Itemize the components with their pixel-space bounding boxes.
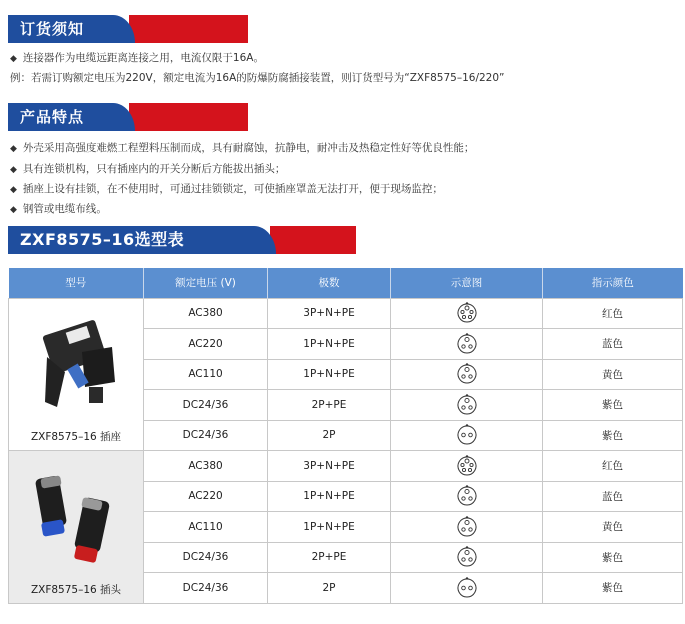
voltage-cell: DC24/36 — [144, 420, 268, 451]
poles-cell: 1P+N+PE — [268, 329, 391, 360]
plug-product-image — [27, 459, 127, 569]
3-pin-socket-icon — [456, 363, 478, 385]
poles-cell: 2P+PE — [268, 390, 391, 421]
2-pin-socket-icon — [456, 577, 478, 599]
diagram-cell — [391, 298, 543, 329]
ordering-title: 订货须知 — [20, 20, 85, 38]
ordering-text-1: 连接器作为电缆远距离连接之用，电流仅限于16A。 — [22, 52, 264, 64]
feature-item — [10, 141, 474, 156]
table-row — [9, 451, 683, 482]
5-pin-socket-icon — [456, 455, 478, 477]
features-banner — [8, 103, 248, 131]
header-voltage: 额定电压 (V) — [144, 268, 268, 298]
poles-cell: 3P+N+PE — [268, 298, 391, 329]
bullet-icon: ◆ — [10, 185, 17, 195]
indicator-color-cell: 紫色 — [543, 542, 683, 573]
poles-cell: 2P — [268, 420, 391, 451]
diagram-cell — [391, 420, 543, 451]
bullet-icon: ◆ — [10, 144, 17, 154]
poles-cell: 3P+N+PE — [268, 451, 391, 482]
feature-text: 具有连锁机构，只有插座内的开关分断后方能拔出插头； — [22, 163, 286, 175]
3-pin-socket-icon — [456, 485, 478, 507]
indicator-color-cell: 紫色 — [543, 390, 683, 421]
poles-cell: 2P — [268, 573, 391, 604]
header-diagram: 示意图 — [391, 268, 543, 298]
indicator-color-cell: 黄色 — [543, 359, 683, 390]
diagram-cell — [391, 481, 543, 512]
features-title: 产品特点 — [20, 108, 85, 126]
diagram-cell — [391, 359, 543, 390]
model-label: ZXF8575–16 插头 — [30, 583, 122, 596]
indicator-color-cell: 蓝色 — [543, 329, 683, 360]
voltage-cell: DC24/36 — [144, 542, 268, 573]
header-color: 指示颜色 — [543, 268, 683, 298]
2-pin-socket-icon — [456, 424, 478, 446]
voltage-cell: AC380 — [144, 298, 268, 329]
header-poles: 极数 — [268, 268, 391, 298]
bullet-icon: ◆ — [10, 205, 17, 215]
model-cell — [9, 298, 144, 451]
voltage-cell: AC380 — [144, 451, 268, 482]
feature-item — [10, 202, 107, 217]
indicator-color-cell: 红色 — [543, 451, 683, 482]
ordering-line-1 — [10, 51, 264, 66]
3-pin-socket-icon — [456, 394, 478, 416]
3-pin-socket-icon — [456, 546, 478, 568]
voltage-cell: DC24/36 — [144, 390, 268, 421]
voltage-cell: AC110 — [144, 512, 268, 543]
5-pin-socket-icon — [456, 302, 478, 324]
diagram-cell — [391, 451, 543, 482]
feature-text: 钢管或电缆布线。 — [22, 203, 107, 215]
indicator-color-cell: 黄色 — [543, 512, 683, 543]
selection-table-title: ZXF8575–16选型表 — [20, 230, 185, 249]
voltage-cell: DC24/36 — [144, 573, 268, 604]
table-header-row — [9, 268, 683, 298]
indicator-color-cell: 蓝色 — [543, 481, 683, 512]
voltage-cell: AC220 — [144, 481, 268, 512]
feature-text: 外壳采用高强度难燃工程塑料压制而成，具有耐腐蚀，抗静电，耐冲击及热稳定性好等优良性能； — [22, 142, 475, 154]
indicator-color-cell: 红色 — [543, 298, 683, 329]
bullet-icon: ◆ — [10, 165, 17, 175]
poles-cell: 1P+N+PE — [268, 481, 391, 512]
bullet-icon: ◆ — [10, 54, 17, 64]
indicator-color-cell: 紫色 — [543, 420, 683, 451]
poles-cell: 2P+PE — [268, 542, 391, 573]
poles-cell: 1P+N+PE — [268, 359, 391, 390]
model-cell — [9, 451, 144, 604]
3-pin-socket-icon — [456, 516, 478, 538]
selection-table — [8, 268, 683, 604]
selection-table-banner — [8, 226, 356, 254]
ordering-banner — [8, 15, 248, 43]
ordering-line-2: 例：若需订购额定电压为220V，额定电流为16A的防爆防腐插接装置，则订货型号为“ZXF8575–16/220” — [10, 72, 505, 84]
indicator-color-cell: 紫色 — [543, 573, 683, 604]
feature-item — [10, 182, 443, 197]
feature-text: 插座上设有挂锁，在不使用时，可通过挂锁锁定，可使插座罩盖无法打开，便于现场监控； — [22, 183, 443, 195]
diagram-cell — [391, 329, 543, 360]
diagram-cell — [391, 512, 543, 543]
diagram-cell — [391, 542, 543, 573]
diagram-cell — [391, 390, 543, 421]
model-label: ZXF8575–16 插座 — [30, 431, 122, 443]
3-pin-socket-icon — [456, 333, 478, 355]
feature-item — [10, 162, 285, 177]
socket-product-image — [27, 307, 127, 417]
poles-cell: 1P+N+PE — [268, 512, 391, 543]
diagram-cell — [391, 573, 543, 604]
header-model: 型号 — [9, 268, 144, 298]
table-row — [9, 298, 683, 329]
voltage-cell: AC220 — [144, 329, 268, 360]
voltage-cell: AC110 — [144, 359, 268, 390]
